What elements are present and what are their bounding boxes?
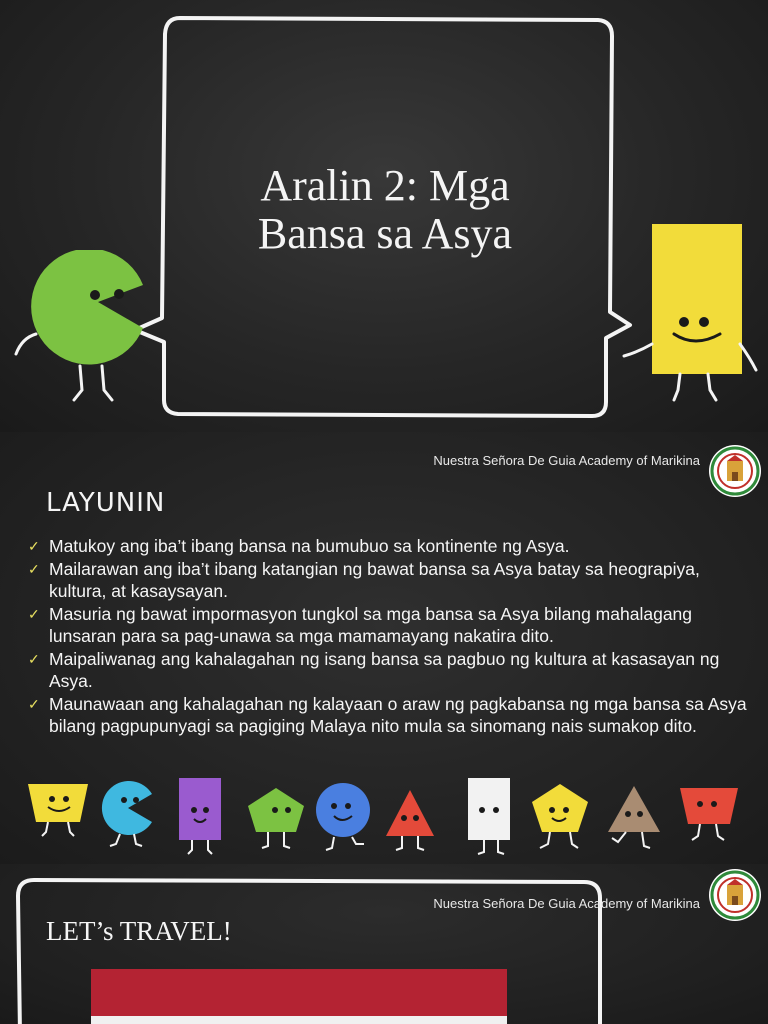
school-name: Nuestra Señora De Guia Academy of Marikina	[433, 896, 700, 911]
green-shape-character	[248, 788, 304, 848]
school-seal-logo	[708, 868, 762, 922]
flag-red-band	[91, 969, 507, 1016]
objective-item: ✓ Matukoy ang iba’t ibang bansa na bumubuo sa kontinente ng Asya.	[28, 536, 570, 556]
check-icon: ✓	[28, 650, 40, 667]
school-name: Nuestra Señora De Guia Academy of Marikina	[433, 453, 700, 468]
tan-triangle-character	[608, 786, 660, 848]
travel-slide	[0, 864, 768, 1024]
travel-heading: LET’s TRAVEL!	[46, 916, 232, 946]
blue-circle-character	[316, 783, 370, 850]
check-icon: ✓	[28, 605, 40, 622]
objective-item: ✓ Maipaliwanag ang kahalagahan ng isang bansa sa pagbuo ng kultura at kasasayan ng Asya.	[28, 648, 720, 691]
title-slide	[0, 0, 768, 432]
yellow-pentagon-character	[532, 784, 588, 848]
yellow-rectangle-character	[618, 222, 763, 412]
objectives-list	[28, 535, 748, 738]
objective-item: ✓ Maunawaan ang kahalagahan ng kalayaan o araw ng pagkabansa ng mga bansa sa Asya bilang pagpupunyagi sa pagiging Malaya nito mula sa sinomang nais sumakop dito.	[28, 693, 747, 736]
purple-rectangle-character	[179, 778, 221, 854]
flag-white-band	[91, 1016, 507, 1024]
red-triangle-character	[386, 790, 434, 850]
shape-characters-row	[0, 772, 768, 864]
yellow-trapezoid-character	[28, 784, 88, 836]
objective-item: ✓ Mailarawan ang iba’t ibang katangian ng bawat bansa sa Asya batay sa heograpiya, kultura, at kasaysayan.	[28, 558, 700, 601]
cyan-pacman-character	[102, 781, 152, 846]
objectives-heading: LAYUNIN	[46, 488, 166, 518]
white-rectangle-character	[468, 778, 510, 854]
red-trapezoid-character	[680, 788, 738, 840]
check-icon: ✓	[28, 695, 40, 712]
check-icon: ✓	[28, 560, 40, 577]
country-flag	[91, 969, 507, 1024]
green-pacman-character	[10, 250, 150, 410]
school-seal-logo	[708, 444, 762, 498]
objectives-slide	[0, 432, 768, 864]
lesson-title-line1: Aralin 2: Mga	[260, 161, 510, 210]
objective-item: ✓ Masuria ng bawat impormasyon tungkol sa mga bansa sa Asya bilang mahalagang lunsaran para sa pag-unawa sa mga mamamayang nakatira dito.	[28, 603, 693, 646]
lesson-title	[170, 162, 600, 259]
check-icon: ✓	[28, 538, 40, 554]
lesson-title-line2: Bansa sa Asya	[257, 209, 513, 259]
